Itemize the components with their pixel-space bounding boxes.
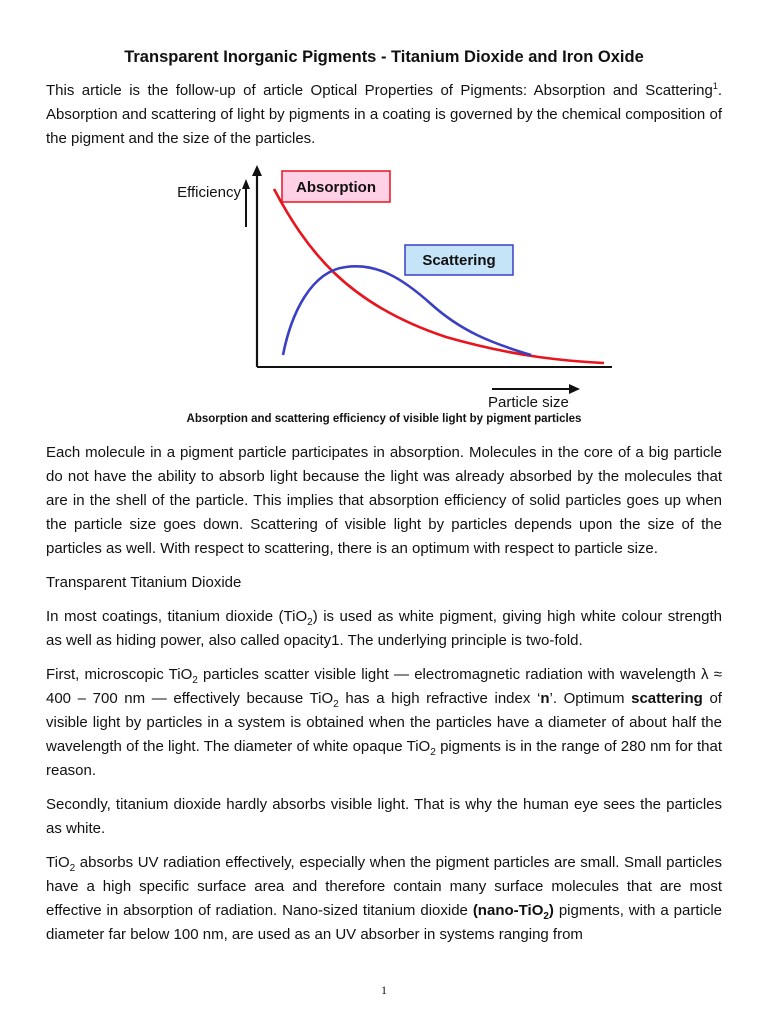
text-span: of visible light by particles in a system is obtained when the particles have a diameter of about half the wavelength of the light. The diameter of white opaque TiO	[46, 690, 722, 755]
y-axis-arrow	[252, 165, 262, 176]
x-axis-label: Particle size	[488, 394, 569, 407]
text-span: TiO	[46, 854, 70, 871]
scattering-label: Scattering	[422, 252, 496, 269]
text-span: )	[548, 902, 554, 919]
subscript: 2	[333, 699, 339, 710]
paragraph-tio2-intro	[46, 605, 722, 653]
footnote-ref: 1	[712, 81, 718, 91]
paragraph-absorption: Each molecule in a pigment particle participates in absorption. Molecules in the core of a big particle do not have the ability to absorb light because the light was already absorbed by the molecules that are in the shell of the particle. This implies that absorption efficiency of solid particles goes up when the particle size goes down. Scattering of visible light by particles depends upon the size of the particles as well. With respect to scattering, there is an optimum with respect to particle size.	[46, 444, 722, 557]
text-span: has a high refractive index ‘	[338, 690, 541, 707]
text-span: pigments, with a particle diameter far below 100 nm, are used as an UV absorber in systems ranging from	[46, 902, 722, 943]
page-number: 1	[381, 983, 387, 997]
particle-size-arrow-head	[569, 384, 580, 394]
document-title: Transparent Inorganic Pigments - Titanium Dioxide and Iron Oxide	[124, 48, 644, 66]
efficiency-figure	[46, 159, 722, 407]
y-axis-label: Efficiency	[177, 184, 241, 201]
bold-n: n	[540, 690, 550, 707]
text-span: particles scatter visible light — electromagnetic radiation with wavelength λ ≈ 400 – 700 nm — effectively because TiO	[46, 666, 722, 707]
text-span: First, microscopic TiO	[46, 666, 193, 683]
figure-caption: Absorption and scattering efficiency of visible light by pigment particles	[186, 413, 582, 425]
paragraph-uv	[46, 851, 722, 947]
text-span: pigments is in the range of 280 nm for that reason.	[46, 738, 722, 779]
bold-nano-tio2	[472, 902, 554, 922]
scattering-curve	[283, 266, 531, 355]
subscript: 2	[430, 747, 436, 758]
efficiency-diagram	[46, 159, 722, 407]
intro-text-2: . Absorption and scattering of light by pigments in a coating is governed by the chemical composition of the pigment and the size of the particles.	[46, 82, 722, 147]
document-page	[46, 48, 722, 957]
text-span: (nano-TiO	[472, 902, 544, 919]
text-span: ) is used as white pigment, giving high white colour strength as well as hiding power, also called opacity1. The underlying principle is two-fold.	[46, 608, 723, 649]
text-span: absorbs UV radiation effectively, especially when the pigment particles are small. Small particles have a high specific surface area and therefore contain many surface molecules that are most effective in absorption of radiation. Nano-sized titanium dioxide	[46, 854, 722, 919]
subscript: 2	[69, 863, 76, 874]
absorption-label: Absorption	[296, 179, 376, 196]
bold-scattering: scattering	[631, 690, 703, 707]
section-heading: Transparent Titanium Dioxide	[46, 574, 242, 591]
subscript: 2	[192, 675, 198, 686]
text-span: ’. Optimum	[549, 690, 632, 707]
paragraph-absorbs-visible: Secondly, titanium dioxide hardly absorbs visible light. That is why the human eye sees the particles as white.	[46, 796, 722, 837]
intro-text: This article is the follow-up of article Optical Properties of Pigments: Absorption and Scattering	[46, 82, 713, 99]
subscript: 2	[543, 911, 549, 922]
subscript: 2	[307, 617, 313, 628]
intro-paragraph	[46, 79, 722, 151]
paragraph-scattering	[46, 663, 722, 783]
text-span: In most coatings, titanium dioxide (TiO	[46, 608, 308, 625]
efficiency-arrow-head	[242, 179, 250, 189]
